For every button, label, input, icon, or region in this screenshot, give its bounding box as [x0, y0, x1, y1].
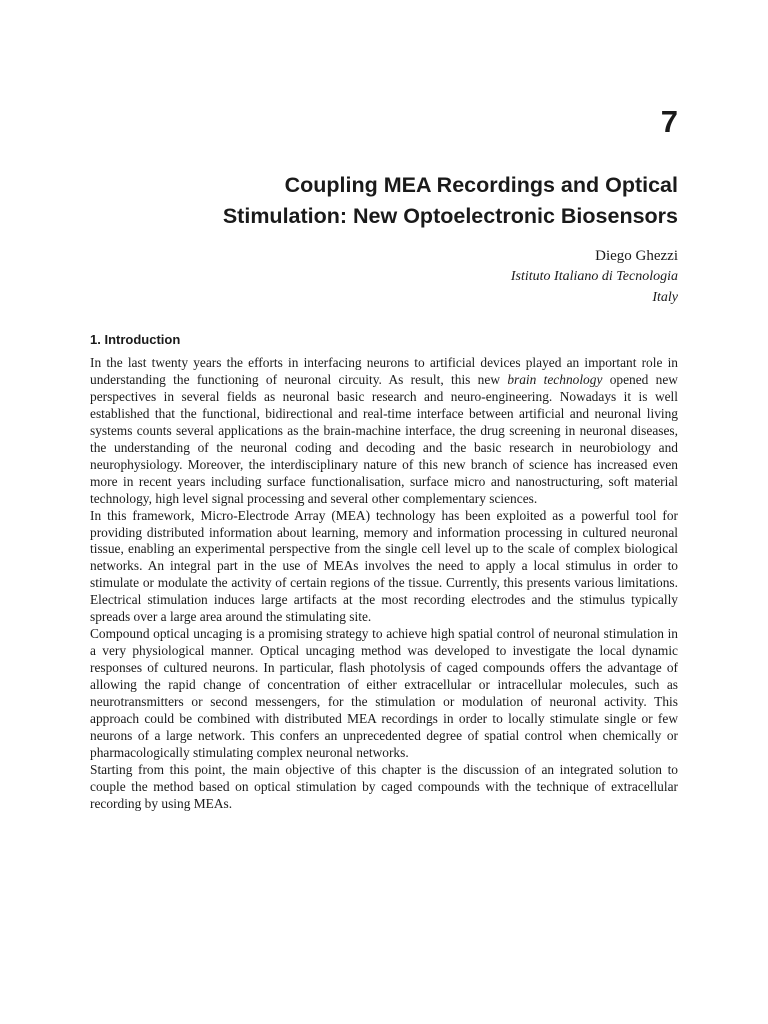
section-heading: 1. Introduction [90, 332, 181, 347]
chapter-title [78, 170, 678, 232]
author-block [278, 246, 678, 308]
body-text [90, 355, 678, 813]
paragraph-2: In this framework, Micro-Electrode Array (MEA) technology has been exploited as a powerful tool for providing distributed information about learning, memory and information processing in cultured neuronal tissue, enabling an experimental perspective from the single cell level up to the scale of complex biological networks. An integral part in the use of MEAs involves the need to apply a local stimulus in order to stimulate or modulate the activity of certain regions of the tissue. Currently, this presents various limitations. Electrical stimulation induces large artifacts at the most recording electrodes and the stimulus typically spreads over a large area around the stimulating site. [90, 507, 678, 625]
paragraph-4: Starting from this point, the main objective of this chapter is the discussion of an integrated solution to couple the method based on optical stimulation by caged compounds with the technique of extracellular recording by using MEAs. [90, 761, 678, 811]
paragraph-1-part-b: opened new perspectives in several fields as neuronal basic research and neuro-engineering. Nowadays it is well established that the functional, bidirectional and real-time interface between artificial and neuronal living systems counts several applications as the brain-machine interface, the drug screening in neuronal diseases, the understanding of the neuronal coding and decoding and the basic research in neurobiology and neurophysiology. Moreover, the interdisciplinary nature of this new branch of science has increased even more in recent years including surface functionalisation, surface micro and nanostructuring, soft material technology, high level signal processing and several other complementary sciences. [90, 371, 678, 506]
chapter-number: 7 [660, 104, 678, 139]
author-country: Italy [652, 290, 678, 305]
paragraph-3: Compound optical uncaging is a promising strategy to achieve high spatial control of neuronal stimulation in a very physiological manner. Optical uncaging method was developed to investigate the local dynamic responses of cultured neurons. In particular, flash photolysis of caged compounds offers the advantage of allowing the rapid change of concentration of either extracellular or intracellular molecules, such as neurotransmitters or second messengers, for the stimulation or modulation of neuronal activity. This approach could be combined with distributed MEA recordings in order to locally stimulate single or few neurons of a large network. This confers an unprecedented degree of spatial control when chemically or pharmacologically stimulating complex neuronal networks. [90, 626, 678, 760]
chapter-title-line-1: Coupling MEA Recordings and Optical [284, 173, 678, 197]
author-name: Diego Ghezzi [595, 248, 678, 264]
paragraph-1-emphasis: brain technology [507, 371, 603, 387]
paragraph-1 [90, 355, 678, 508]
paragraph-1-part-a: In the last twenty years the efforts in interfacing neurons to artificial devices played an important role in understanding the functioning of neuronal circuity. As result, this new [90, 355, 678, 387]
chapter-title-line-2: Stimulation: New Optoelectronic Biosensors [222, 204, 678, 228]
author-institution: Istituto Italiano di Tecnologia [510, 269, 678, 284]
